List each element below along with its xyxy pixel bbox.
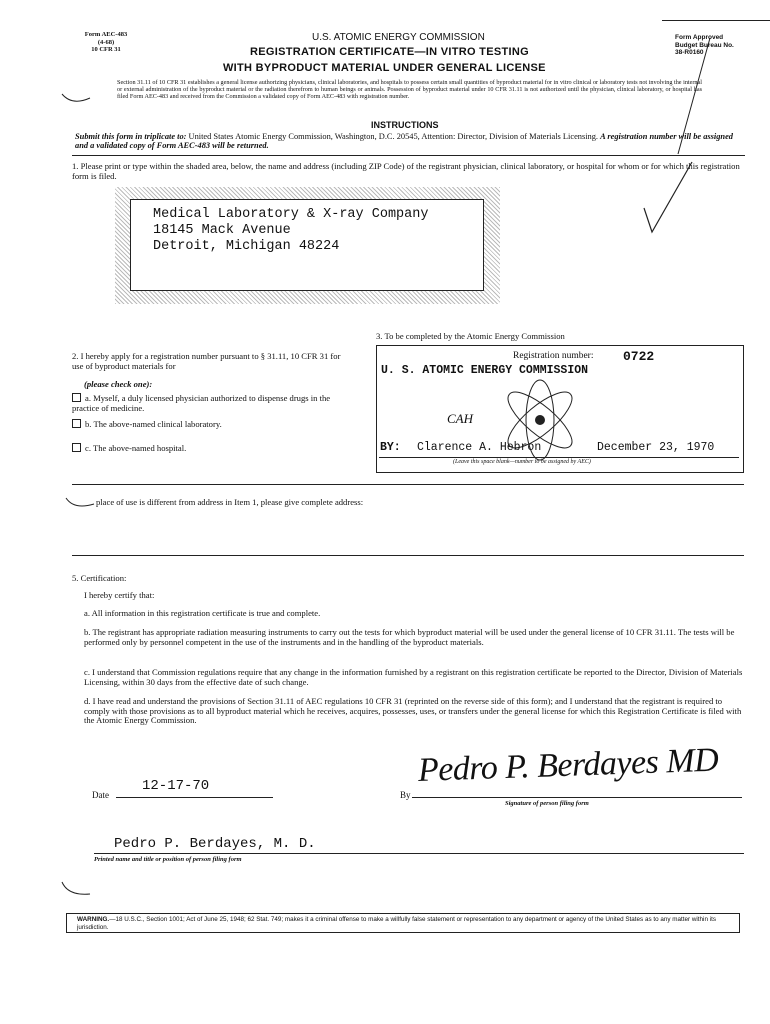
- date-label: Date: [92, 790, 109, 800]
- corner-rule: [662, 20, 770, 21]
- aec-date: December 23, 1970: [597, 441, 715, 454]
- margin-stroke-icon: [676, 36, 716, 156]
- printed-name-caption: Printed name and title or position of person filing form: [94, 856, 242, 863]
- option-b[interactable]: b. The above-named clinical laboratory.: [72, 419, 344, 430]
- aec-note: (Leave this space blank—number to be assigned by AEC): [453, 459, 591, 465]
- warning-box: WARNING.—18 U.S.C., Section 1001; Act of June 25, 1948; 62 Stat. 749; makes it a criminal offense to make a willfully false statement or representation to any department or agency of the United States as to any matter within its jurisdiction.: [66, 913, 740, 933]
- item5-heading: 5. Certification:: [72, 573, 127, 583]
- aec-initials: CAH: [447, 411, 473, 426]
- item3-label: 3. To be completed by the Atomic Energy Commission: [376, 331, 565, 341]
- form-title-line1: REGISTRATION CERTIFICATE—IN VITRO TESTING: [250, 46, 529, 58]
- printed-name-line: [94, 853, 744, 854]
- date-line: [116, 797, 273, 798]
- intro-paragraph: Section 31.11 of 10 CFR 31 establishes a general license authorizing physicians, clinical laboratories, and hospitals to possess certain small quantities of byproduct material for in vitro clinical or laboratory tests not involving the internal or external administration of the byproduct material or the radiation therefrom to human beings or animals. Possession of byproduct material under 10 CFR 31.11 is not authorized until the physician, clinical laboratory, or hospital has filed Form AEC-483 and received from the Commission a validated copy of Form AEC-483 with registration number.: [117, 79, 702, 100]
- option-c[interactable]: c. The above-named hospital.: [72, 443, 344, 454]
- option-a[interactable]: a. Myself, a duly licensed physician authorized to dispense drugs in the practice of medicine.: [72, 393, 331, 413]
- option-c-checkbox[interactable]: [72, 443, 81, 452]
- cert-point-b: b. The registrant has appropriate radiation measuring instruments to carry out the tests for which byproduct material will be used under the general license of 10 CFR 31.11. The tests will be performed only by personnel competent in the use of the instruments and in the handling of the byproduct materials.: [84, 627, 735, 647]
- signature-line: [412, 797, 742, 798]
- address-box: [130, 199, 484, 291]
- item4-text: place of use is different from address in Item 1, please give complete address:: [96, 497, 364, 507]
- pen-mark-icon: [60, 878, 94, 900]
- divider: [72, 555, 744, 556]
- item2-text: 2. I hereby apply for a registration number pursuant to § 31.11, 10 CFR 31 for use of byproduct materials for: [72, 351, 341, 371]
- cert-point-a: a. All information in this registration certificate is true and complete.: [84, 608, 321, 618]
- aec-rule: [379, 457, 739, 458]
- registrant-address: Medical Laboratory & X-ray Company 18145 Mack Avenue Detroit, Michigan 48224: [153, 207, 429, 254]
- stamp-agency: U. S. ATOMIC ENERGY COMMISSION: [381, 364, 589, 377]
- divider: [72, 484, 744, 485]
- pen-mark-icon: [60, 88, 94, 110]
- registration-number: 0722: [623, 349, 655, 364]
- certify-text: I hereby certify that:: [84, 590, 155, 600]
- divider: [72, 155, 745, 156]
- aec-by-label: BY:: [380, 441, 401, 454]
- registration-number-label: Registration number:: [513, 351, 594, 361]
- check-one-note: (please check one):: [84, 379, 153, 389]
- instructions-heading: INSTRUCTIONS: [371, 120, 439, 130]
- aec-signer: Clarence A. Hebron: [417, 441, 542, 454]
- aec-box: [376, 345, 744, 473]
- printed-name[interactable]: Pedro P. Berdayes, M. D.: [114, 836, 316, 852]
- date-value[interactable]: 12-17-70: [142, 778, 210, 794]
- option-a-checkbox[interactable]: [72, 393, 81, 402]
- form-id: Form AEC-483 (4-68) 10 CFR 31: [84, 31, 128, 53]
- form-title-line2: WITH BYPRODUCT MATERIAL UNDER GENERAL LICENSE: [223, 62, 546, 74]
- agency-name: U.S. ATOMIC ENERGY COMMISSION: [312, 32, 485, 43]
- budget-approval: Form Approved Budget Bureau No. 38-R0160: [675, 34, 734, 56]
- cert-point-c: c. I understand that Commission regulations require that any change in the information furnished by a registrant on this registration certificate be reported to the Director, Division of Materials Licensing, within 30 days from the effective date of such change.: [84, 667, 743, 687]
- option-b-checkbox[interactable]: [72, 419, 81, 428]
- signature[interactable]: Pedro P. Berdayes MD: [417, 741, 719, 789]
- pen-mark-icon: [64, 494, 98, 514]
- check-mark-icon: [640, 160, 700, 240]
- cert-point-d: d. I have read and understand the provisions of Section 31.11 of AEC regulations 10 CFR 31 (reprinted on the reverse side of this form); and I understand that the registrant is required to comply with those provisions as to all byproduct material which he receives, acquires, possesses, uses, or transfers under the general license for which this Registration Certificate is filed with the Atomic Energy Commission.: [84, 696, 742, 726]
- by-label: By: [400, 790, 411, 800]
- item1-text: 1. Please print or type within the shaded area, below, the name and address (including ZIP Code) of the registrant physician, clinical laboratory, or hospital for whom or for which this registration form is filed.: [72, 161, 740, 181]
- signature-caption: Signature of person filing form: [505, 800, 589, 807]
- shaded-address-area: [115, 187, 500, 304]
- instructions-text: Submit this form in triplicate to: United States Atomic Energy Commission, Washington, D.C. 20545, Attention: Director, Division of Materials Licensing. A registration number will be assigned and a validated copy of Form AEC-483 will be returned.: [75, 132, 733, 150]
